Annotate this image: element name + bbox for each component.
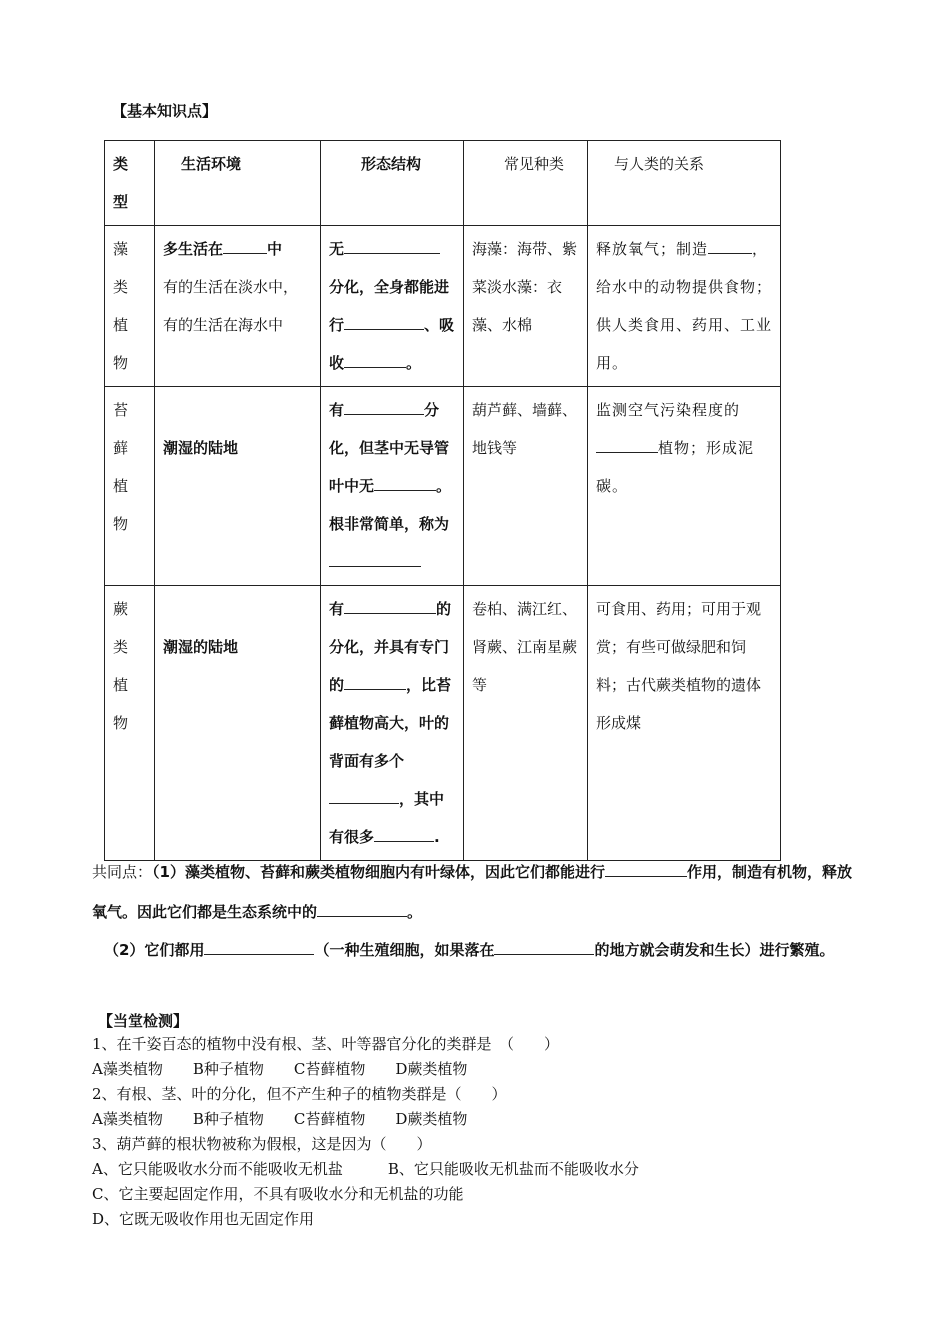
question-3-option-ab: A、它只能吸收水分而不能吸收无机盐 B、它只能吸收无机盐而不能吸收水分 [92, 1160, 639, 1178]
blank-struct-algae-3 [344, 349, 406, 368]
cell-struct-algae [321, 226, 464, 387]
table-row-algae [105, 226, 781, 387]
struct-algae-a: 无 [329, 240, 345, 258]
struct-fern-c: ，比苔藓植物高大，叶的背面有多个 [329, 676, 452, 770]
blank-common-2 [317, 898, 407, 917]
blank-struct-fern-3 [329, 785, 399, 804]
section-title-knowledge: 【基本知识点】 [112, 102, 218, 120]
table-row-fern [105, 586, 781, 861]
type-label-moss: 苔藓植物 [113, 401, 129, 533]
cell-species-algae: 海藻：海带、紫菜淡水藻：衣藻、水棉 [464, 226, 588, 387]
common-p2-b: （一种生殖细胞，如果落在 [314, 941, 495, 959]
question-2-options: A藻类植物 B种子植物 C苔藓植物 D蕨类植物 [92, 1110, 468, 1128]
header-environment: 生活环境 [155, 141, 321, 226]
cell-struct-fern [321, 586, 464, 861]
relation-moss-b: 植物；形成泥碳。 [596, 439, 755, 495]
struct-algae-e: 。 [406, 354, 422, 372]
env-text-fern: 潮湿的陆地 [163, 638, 239, 656]
struct-algae-c: 、 [424, 316, 440, 334]
blank-struct-fern-2 [344, 671, 406, 690]
blank-relation-moss [596, 434, 658, 453]
common-p2-a: （2）它们都用 [104, 941, 205, 959]
cell-env-algae [155, 226, 321, 387]
cell-relation-algae [588, 226, 781, 387]
blank-common-1 [605, 858, 687, 877]
blank-struct-moss-2 [374, 472, 436, 491]
struct-moss-c: 。根非常简单，称为 [329, 477, 452, 533]
blank-relation-algae [708, 235, 752, 254]
struct-fern-a: 有 [329, 600, 345, 618]
blank-struct-fern-4 [374, 823, 434, 842]
knowledge-table [104, 140, 781, 861]
cell-type-fern [105, 586, 155, 861]
common-points-paragraph-2 [104, 930, 864, 970]
question-3: 3、葫芦藓的根状物被称为假根，这是因为（ ） [92, 1135, 432, 1153]
table-header-row [105, 141, 781, 226]
blank-struct-moss-3 [329, 548, 421, 567]
header-relation: 与人类的关系 [588, 141, 781, 226]
env-text-algae-b: 中 [267, 240, 283, 258]
question-1: 1、在千姿百态的植物中没有根、茎、叶等器官分化的类群是 （ ） [92, 1035, 560, 1053]
common-p1-c: 。 [407, 903, 423, 921]
question-3-option-c: C、它主要起固定作用，不具有吸收水分和无机盐的功能 [92, 1185, 464, 1203]
struct-moss-a: 有 [329, 401, 345, 419]
relation-algae-b: ，给水中的动物提供食物；供人类食用、药用、工业用。 [596, 240, 773, 372]
env-text-algae-a: 多生活在 [163, 240, 224, 258]
cell-struct-moss [321, 387, 464, 586]
type-label-algae: 藻类植物 [113, 240, 129, 372]
header-structure: 形态结构 [321, 141, 464, 226]
cell-env-moss [155, 387, 321, 586]
relation-algae-a: 释放氧气；制造 [596, 240, 709, 258]
cell-species-moss: 葫芦藓、墙藓、地钱等 [464, 387, 588, 586]
header-type: 类型 [105, 141, 155, 226]
env-text-moss: 潮湿的陆地 [163, 439, 239, 457]
struct-fern-b: 的分化，并具有专门的 [329, 600, 452, 694]
struct-moss-b: 分化，但茎中无导管叶中无 [329, 401, 450, 495]
section-title-quiz: 【当堂检测】 [98, 1012, 189, 1030]
question-1-options: A藻类植物 B种子植物 C苔藓植物 D蕨类植物 [92, 1060, 468, 1078]
struct-algae-b: 分化，全身都能进行 [329, 278, 450, 334]
struct-fern-d: ，其中有很多 [329, 790, 445, 846]
blank-struct-fern-1 [344, 595, 436, 614]
question-2: 2、有根、茎、叶的分化，但不产生种子的植物类群是（ ） [92, 1085, 507, 1103]
cell-species-fern: 卷柏、满江红、肾蕨、江南星蕨等 [464, 586, 588, 861]
type-label-fern: 蕨类植物 [113, 600, 129, 732]
blank-env-algae [223, 235, 267, 254]
common-p2-c: 的地方就会萌发和生长）进行繁殖。 [594, 941, 835, 959]
common-p1-a: （1）藻类植物、苔藓和蕨类植物细胞内有叶绿体，因此它们都能进行 [152, 863, 605, 881]
common-points-paragraph-1 [92, 852, 862, 932]
common-p1-b: 作用，制造有机物，释放氧气。因此它们都是生态系统中的 [92, 863, 852, 921]
header-species: 常见种类 [464, 141, 588, 226]
cell-type-moss [105, 387, 155, 586]
struct-algae-d: 吸收 [329, 316, 455, 372]
relation-moss-a: 监测空气污染程度的 [596, 401, 741, 419]
cell-relation-moss [588, 387, 781, 586]
struct-fern-e: . [434, 828, 440, 846]
cell-env-fern [155, 586, 321, 861]
blank-struct-algae-1 [344, 235, 440, 254]
common-label: 共同点： [92, 863, 153, 881]
blank-common-3 [204, 936, 314, 955]
env-text-algae-c: 有的生活在淡水中，有的生活在海水中 [163, 278, 299, 334]
question-3-option-d: D、它既无吸收作用也无固定作用 [92, 1210, 315, 1228]
cell-type-algae [105, 226, 155, 387]
blank-struct-moss-1 [344, 396, 424, 415]
table-row-moss [105, 387, 781, 586]
blank-struct-algae-2 [344, 311, 424, 330]
blank-common-4 [494, 936, 594, 955]
cell-relation-fern: 可食用、药用；可用于观赏；有些可做绿肥和饲料；古代蕨类植物的遗体形成煤 [588, 586, 781, 861]
